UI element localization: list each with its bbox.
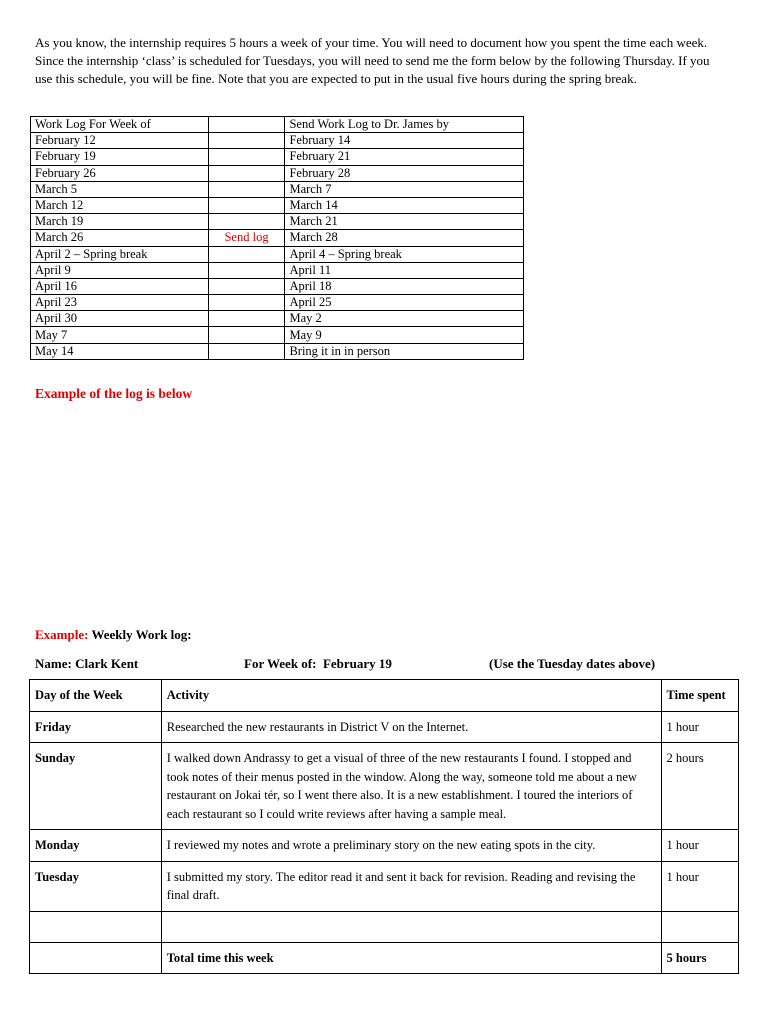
log-row xyxy=(30,861,739,911)
log-total-row xyxy=(30,942,739,974)
schedule-week-cell: April 30 xyxy=(31,311,209,327)
log-total-day xyxy=(30,942,162,974)
schedule-week-cell: May 7 xyxy=(31,327,209,343)
schedule-send-cell: March 14 xyxy=(285,197,524,213)
schedule-send-cell: May 2 xyxy=(285,311,524,327)
log-row xyxy=(30,830,739,862)
log-time-cell: 1 hour xyxy=(661,711,738,743)
log-total-label: Total time this week xyxy=(161,942,661,974)
example-note: Example of the log is below xyxy=(35,386,193,401)
log-header-day: Day of the Week xyxy=(30,680,162,712)
schedule-row xyxy=(31,230,524,246)
schedule-note-cell xyxy=(208,133,285,149)
schedule-send-cell: May 9 xyxy=(285,327,524,343)
log-day-cell: Monday xyxy=(30,830,162,862)
example-label: Example: xyxy=(35,627,89,642)
log-day-cell: Sunday xyxy=(30,743,162,830)
schedule-week-cell: February 19 xyxy=(31,149,209,165)
schedule-table xyxy=(30,116,524,360)
log-time-cell xyxy=(661,911,738,942)
schedule-week-cell: March 19 xyxy=(31,214,209,230)
log-activity-cell: I reviewed my notes and wrote a preliminary story on the new eating spots in the city. xyxy=(161,830,661,862)
schedule-week-cell: May 14 xyxy=(31,343,209,359)
schedule-note-cell xyxy=(208,327,285,343)
log-header-activity: Activity xyxy=(161,680,661,712)
schedule-note-cell xyxy=(208,311,285,327)
schedule-week-cell: February 26 xyxy=(31,165,209,181)
schedule-note-cell xyxy=(208,262,285,278)
schedule-send-cell: February 21 xyxy=(285,149,524,165)
intro-paragraph: As you know, the internship requires 5 hours a week of your time. You will need to document how you spent the time each week. Since the internship ‘class’ is scheduled for Tuesdays, you will need to send me the form below by the following Thursday. If you use this schedule, you will be fine. Note that you are expected to put in the usual five hours during the spring break. xyxy=(35,35,710,86)
work-log-table xyxy=(29,679,739,974)
schedule-note-cell xyxy=(208,295,285,311)
schedule-send-cell: April 25 xyxy=(285,295,524,311)
schedule-note-cell xyxy=(208,214,285,230)
schedule-row xyxy=(31,197,524,213)
schedule-note-cell xyxy=(208,181,285,197)
schedule-note-cell xyxy=(208,246,285,262)
schedule-send-cell: Bring it in in person xyxy=(285,343,524,359)
schedule-week-cell: February 12 xyxy=(31,133,209,149)
schedule-send-cell: April 4 – Spring break xyxy=(285,246,524,262)
schedule-note-cell xyxy=(208,149,285,165)
log-header-time: Time spent xyxy=(661,680,738,712)
schedule-row xyxy=(31,165,524,181)
schedule-week-cell: March 5 xyxy=(31,181,209,197)
log-row xyxy=(30,711,739,743)
log-time-cell: 1 hour xyxy=(661,830,738,862)
log-day-cell: Friday xyxy=(30,711,162,743)
schedule-note-cell xyxy=(208,343,285,359)
schedule-week-cell: April 16 xyxy=(31,278,209,294)
log-activity-cell: I submitted my story. The editor read it and sent it back for revision. Reading and revising the final draft. xyxy=(161,861,661,911)
name-line: Name: Clark Kent xyxy=(35,656,139,671)
schedule-header-note xyxy=(208,117,285,133)
schedule-note-cell xyxy=(208,197,285,213)
schedule-row xyxy=(31,327,524,343)
schedule-send-cell: April 18 xyxy=(285,278,524,294)
schedule-send-cell: March 21 xyxy=(285,214,524,230)
schedule-row xyxy=(31,246,524,262)
log-time-cell: 1 hour xyxy=(661,861,738,911)
schedule-note-cell xyxy=(208,165,285,181)
log-day-cell xyxy=(30,911,162,942)
schedule-week-cell: April 2 – Spring break xyxy=(31,246,209,262)
log-day-cell: Tuesday xyxy=(30,861,162,911)
schedule-row xyxy=(31,311,524,327)
schedule-row xyxy=(31,133,524,149)
log-time-cell: 2 hours xyxy=(661,743,738,830)
schedule-note-cell: Send log xyxy=(208,230,285,246)
schedule-row xyxy=(31,262,524,278)
log-row xyxy=(30,911,739,942)
schedule-send-cell: March 7 xyxy=(285,181,524,197)
schedule-row xyxy=(31,214,524,230)
schedule-row xyxy=(31,343,524,359)
log-header-row xyxy=(30,680,739,712)
tip-line: (Use the Tuesday dates above) xyxy=(489,656,656,671)
example-title: Weekly Work log: xyxy=(91,627,192,642)
log-row xyxy=(30,743,739,830)
log-activity-cell: I walked down Andrassy to get a visual of three of the new restaurants I found. I stopped and took notes of their menus posted in the window. Along the way, someone told me about a new restaurant on Jokai tér, so I went there also. It is a new establishment. I toured the interiors of each restaurant so I could write reviews after having a sample meal. xyxy=(161,743,661,830)
schedule-week-cell: April 23 xyxy=(31,295,209,311)
schedule-note-cell xyxy=(208,278,285,294)
schedule-week-cell: March 26 xyxy=(31,230,209,246)
schedule-week-cell: April 9 xyxy=(31,262,209,278)
week-line: For Week of: February 19 xyxy=(244,656,392,671)
schedule-send-cell: February 14 xyxy=(285,133,524,149)
example-heading xyxy=(35,627,192,643)
schedule-send-cell: April 11 xyxy=(285,262,524,278)
log-total-time: 5 hours xyxy=(661,942,738,974)
schedule-header-week: Work Log For Week of xyxy=(31,117,209,133)
schedule-week-cell: March 12 xyxy=(31,197,209,213)
log-activity-cell xyxy=(161,911,661,942)
schedule-row xyxy=(31,278,524,294)
schedule-row xyxy=(31,149,524,165)
log-activity-cell: Researched the new restaurants in District V on the Internet. xyxy=(161,711,661,743)
schedule-header-row xyxy=(31,117,524,133)
schedule-send-cell: February 28 xyxy=(285,165,524,181)
schedule-header-send: Send Work Log to Dr. James by xyxy=(285,117,524,133)
schedule-row xyxy=(31,295,524,311)
schedule-row xyxy=(31,181,524,197)
schedule-send-cell: March 28 xyxy=(285,230,524,246)
